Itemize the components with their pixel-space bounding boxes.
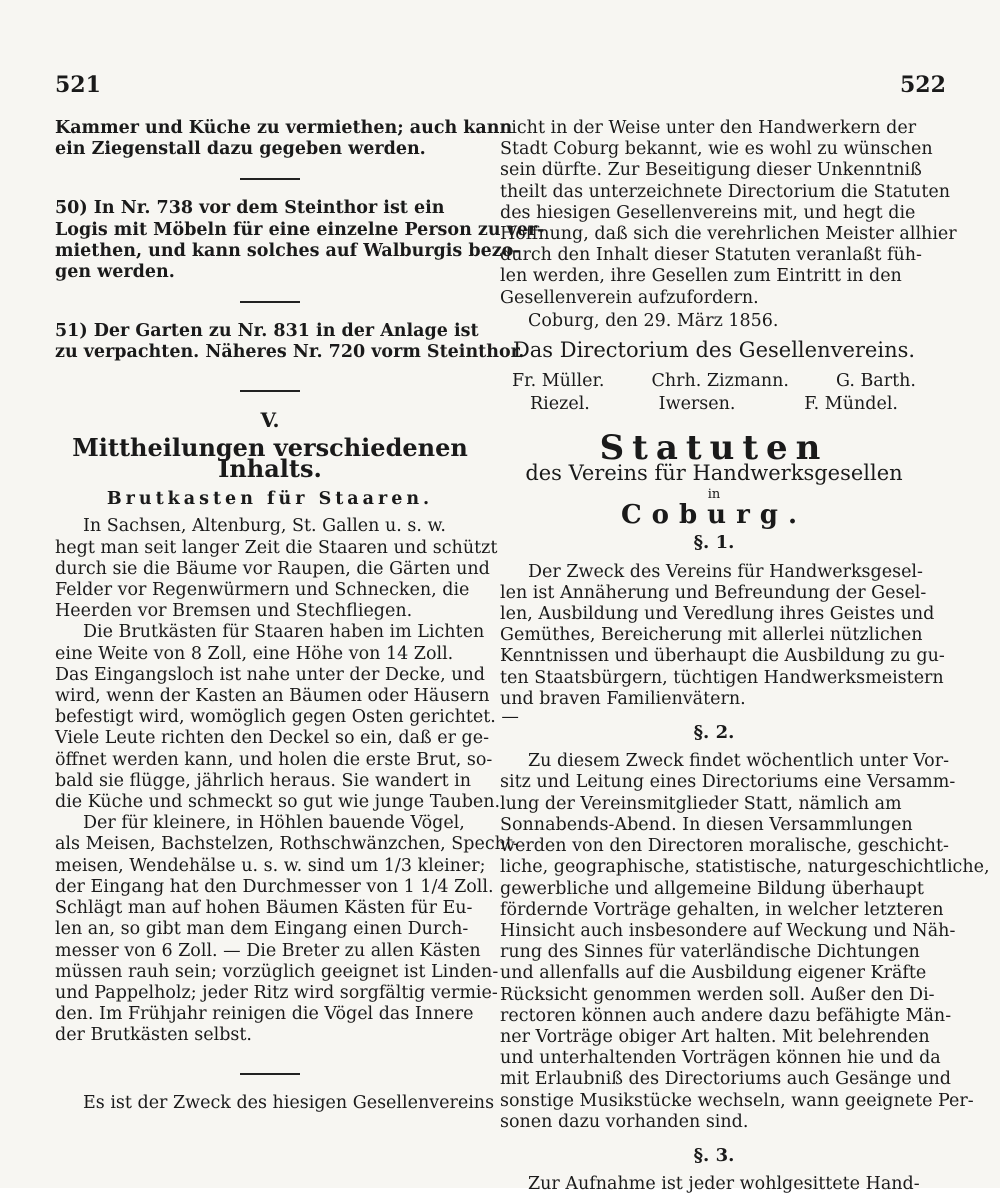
text-line: und braven Familienvätern. — [500, 688, 746, 709]
text-line: nicht in der Weise unter den Handwerkern der — [500, 118, 917, 138]
separator-rule — [240, 178, 300, 180]
text-line: öffnet werden kann, und holen die erste Brut, so- — [55, 749, 493, 770]
text-line: ner Vorträge obiger Art halten. Mit belehrenden — [500, 1026, 930, 1047]
text-line: und allenfalls auf die Ausbildung eigener Kräfte — [500, 963, 927, 984]
statutes-heading: Statuten — [599, 427, 829, 468]
text-line: Logis mit Möbeln für eine einzelne Person zu ver- — [55, 219, 545, 240]
text-line: Schlägt man auf hohen Bäumen Kästen für Eu- — [55, 898, 473, 919]
text-line: wird, wenn der Kasten an Bäumen oder Häusern — [55, 686, 490, 707]
text-line: sein dürfte. Zur Beseitigung dieser Unkenntniß — [500, 160, 922, 181]
text-line: durch den Inhalt dieser Statuten veranlaßt füh- — [500, 245, 922, 266]
statute-paragraph-2 — [500, 751, 990, 1133]
dateline: Coburg, den 29. März 1856. — [528, 310, 779, 331]
signatory: Riezel. — [530, 394, 590, 415]
article-title: Brutkasten für Staaren. — [106, 489, 434, 510]
text-line: Das Eingangsloch ist nahe unter der Decke, und — [55, 664, 485, 685]
text-line: zu verpachten. Näheres Nr. 720 vorm Steinthor. — [55, 342, 525, 363]
text-line: Der für kleinere, in Höhlen bauende Vögel, — [83, 813, 465, 834]
signatory: Chrh. Zizmann. — [651, 371, 789, 392]
text-line: theilt das unterzeichnete Directorium die Statuten — [500, 181, 950, 202]
text-line: Hoffnung, daß sich die verehrlichen Meister allhier — [500, 224, 957, 245]
right-column — [500, 118, 990, 1195]
text-line: der Eingang hat den Durchmesser von 1 1/4 Zoll. — [55, 876, 494, 897]
text-line: mit Erlaubniß des Directoriums auch Gesänge und — [500, 1069, 951, 1090]
signature-title: Das Directorium des Gesellenvereins. — [512, 338, 916, 363]
text-line: sonstige Musikstücke wechseln, wann geeignete Per- — [500, 1090, 974, 1111]
text-line: rectoren können auch andere dazu befähigte Män- — [500, 1005, 952, 1026]
text-line: meisen, Wendehälse u. s. w. sind um 1/3 kleiner; — [55, 855, 486, 876]
article-paragraph-1 — [55, 516, 498, 622]
article-paragraph-3 — [55, 813, 519, 1046]
text-line: hegt man seit langer Zeit die Staaren und schützt — [55, 537, 498, 558]
statutes-city: Coburg. — [620, 500, 808, 531]
section-title: Mittheilungen verschiedenen Inhalts. — [72, 432, 468, 484]
signature-row-1 — [500, 371, 928, 392]
text-line: 50) In Nr. 738 vor dem Steinthor ist ein — [55, 198, 445, 219]
text-line: Felder vor Regenwürmern und Schnecken, die — [55, 580, 470, 601]
text-line: befestigt wird, womöglich gegen Osten gerichtet. — — [55, 707, 519, 728]
text-line: der Brutkästen selbst. — [55, 1025, 252, 1046]
signatory: G. Barth. — [835, 371, 916, 392]
text-line: ten Staatsbürgern, tüchtigen Handwerksmeistern — [500, 667, 944, 688]
page-number-left: 521 — [55, 72, 101, 98]
section-number: V. — [260, 407, 280, 432]
article-last-line — [55, 1092, 495, 1114]
notice-51 — [55, 321, 525, 363]
statute-paragraph-1 — [500, 561, 945, 710]
text-line: Stadt Coburg bekannt, wie es wohl zu wünschen — [500, 139, 933, 160]
text-line: In Sachsen, Altenburg, St. Gallen u. s. w. — [83, 516, 446, 537]
text-line: Zur Aufnahme ist jeder wohlgesittete Hand- — [528, 1174, 920, 1195]
text-line: Es ist der Zweck des hiesigen Gesellenvereins — [83, 1092, 495, 1113]
separator-rule — [240, 301, 300, 303]
signatory: Fr. Müller. — [512, 371, 605, 392]
text-line: und unterhaltenden Vorträgen können hie und da — [500, 1048, 941, 1069]
text-line: Rücksicht genommen werden soll. Außer den Di- — [500, 984, 935, 1005]
notice-50 — [55, 198, 545, 283]
separator-rule — [240, 1073, 300, 1075]
text-line: len ist Annäherung und Befreundung der Gesel- — [500, 582, 927, 603]
text-line: sonen dazu vorhanden sind. — [500, 1111, 749, 1132]
signatory: Iwersen. — [658, 394, 736, 415]
text-line: len werden, ihre Gesellen zum Eintritt in den — [500, 266, 902, 287]
paragraph-2-heading: §. 2. — [693, 722, 735, 744]
text-line: und Pappelholz; jeder Ritz wird sorgfältig vermie- — [55, 982, 498, 1003]
left-column — [55, 118, 545, 1114]
page-number-right: 522 — [900, 72, 946, 98]
text-line: werden von den Directoren moralische, geschicht- — [500, 836, 949, 857]
text-line: Kenntnissen und überhaupt die Ausbildung zu gu- — [500, 646, 945, 667]
text-line: len an, so gibt man dem Eingang einen Durch- — [55, 919, 469, 940]
statutes-subtitle: des Vereins für Handwerksgesellen — [525, 460, 903, 485]
text-line: des hiesigen Gesellenvereins mit, und hegt die — [500, 202, 916, 223]
text-line: bald sie flügge, jährlich heraus. Sie wandert in — [55, 770, 472, 791]
text-line: gewerbliche und allgemeine Bildung überhaupt — [500, 878, 924, 899]
text-line: sitz und Leitung eines Directoriums eine Versamm- — [500, 772, 956, 793]
statutes-in: in — [707, 487, 721, 503]
text-line: Heerden vor Bremsen und Stechfliegen. — [55, 601, 413, 622]
text-line: gen werden. — [55, 262, 175, 283]
text-line: Sonnabends-Abend. In diesen Versammlungen — [500, 814, 913, 835]
text-line: 51) Der Garten zu Nr. 831 in der Anlage ist — [55, 321, 479, 342]
text-line: ein Ziegenstall dazu gegeben werden. — [55, 139, 426, 160]
statute-paragraph-3 — [500, 1174, 928, 1195]
separator-rule — [240, 390, 300, 392]
notice-continued — [55, 118, 513, 160]
text-line: Die Brutkästen für Staaren haben im Lichten — [83, 622, 485, 643]
text-line: Hinsicht auch insbesondere auf Weckung und Näh- — [500, 920, 956, 941]
text-line: als Meisen, Bachstelzen, Rothschwänzchen, Specht- — [55, 834, 519, 855]
text-line: durch sie die Bäume vor Raupen, die Gärten und — [55, 558, 490, 579]
text-line: müssen rauh sein; vorzüglich geeignet ist Linden- — [55, 961, 499, 982]
text-line: die Küche und schmeckt so gut wie junge Tauben. — [55, 792, 501, 813]
text-line: fördernde Vorträge gehalten, in welcher letzteren — [500, 899, 944, 920]
text-line: len, Ausbildung und Veredlung ihres Geistes und — [500, 604, 935, 625]
text-line: Gemüthes, Bereicherung mit allerlei nützlichen — [500, 625, 923, 646]
text-line: Viele Leute richten den Deckel so ein, daß er ge- — [55, 728, 490, 749]
signature-row-2 — [500, 394, 928, 415]
text-line: Kammer und Küche zu vermiethen; auch kann — [55, 118, 513, 138]
text-line: den. Im Frühjahr reinigen die Vögel das Innere — [55, 1004, 474, 1025]
text-line: Zu diesem Zweck findet wöchentlich unter Vor- — [528, 751, 949, 772]
text-line: messer von 6 Zoll. — Die Breter zu allen Kästen — [55, 940, 481, 961]
text-line: Gesellenverein aufzufordern. — [500, 287, 759, 308]
intro-paragraph — [500, 118, 957, 309]
text-line: Der Zweck des Vereins für Handwerksgesel- — [528, 561, 923, 582]
article-paragraph-2 — [55, 622, 519, 813]
text-line: eine Weite von 8 Zoll, eine Höhe von 14 Zoll. — [55, 643, 454, 664]
text-line: rung des Sinnes für vaterländische Dichtungen — [500, 942, 920, 963]
text-line: lung der Vereinsmitglieder Statt, nämlich am — [500, 793, 902, 814]
signatory: F. Mündel. — [804, 394, 898, 415]
text-line: miethen, und kann solches auf Walburgis bezo- — [55, 240, 521, 261]
paragraph-1-heading: §. 1. — [693, 532, 735, 554]
text-line: liche, geographische, statistische, naturgeschichtliche, — [500, 857, 990, 878]
paragraph-3-heading: §. 3. — [693, 1144, 735, 1166]
